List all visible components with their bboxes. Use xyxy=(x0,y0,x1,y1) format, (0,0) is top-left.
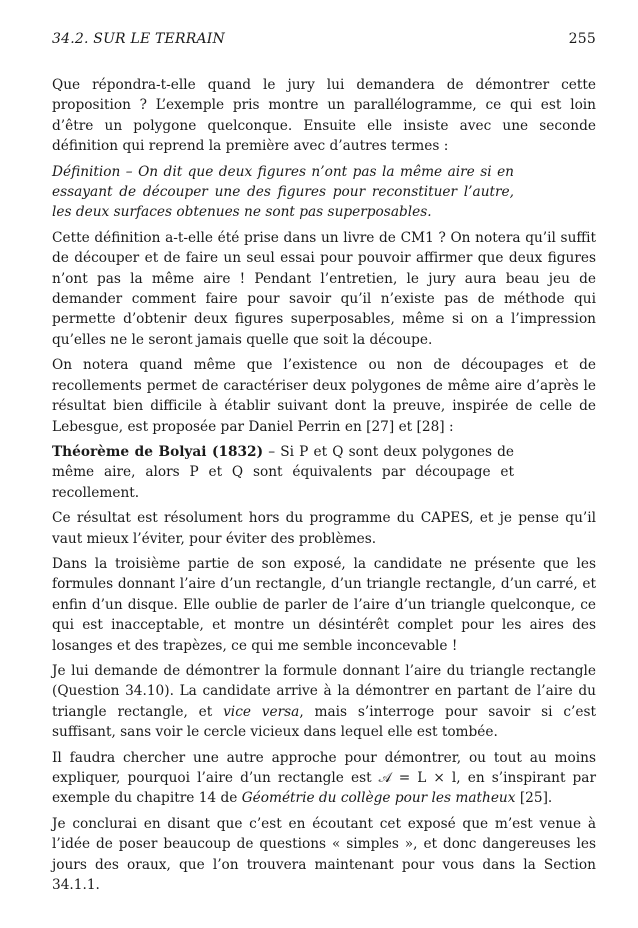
paragraph-5: Dans la troisième partie de son exposé, la candidate ne présente que les formules donnant l’aire d’un rectangle, d’un triangle rectangle, d’un carré, et enfin d’un disque. Elle oublie de parler de l’aire d’un triangle quelconque, ce qui est inacceptable, et montre un désintérêt complet pour les aires des losanges et des trapèzes, ce qui me semble inconcevable ! xyxy=(52,555,596,654)
paragraph-6-start: Je lui demande de démontrer la formule donnant l’aire du triangle rectangle (Question 34.10). La candidate arrive à la démontrer en partant de l’aire du triangle rectangle, et xyxy=(52,662,596,720)
paragraph-3: On notera quand même que l’existence ou non de découpages et de recollements permet de caractériser deux polygones de même aire d’après le résultat bien difficile à établir suivant dont la preuve, inspirée de celle de Lebesgue, est proposée par Daniel Perrin en [27] et [28] : xyxy=(52,357,596,435)
definition-block: Définition – On dit que deux figures n’ont pas la même aire si en essayant de découper une des figures pour reconstituer l’autre, les deux surfaces obtenues ne sont pas superposables. xyxy=(52,163,514,221)
paragraph-7-end: [25]. xyxy=(515,790,553,807)
paragraph-6-italic: vice versa xyxy=(223,703,300,720)
running-header xyxy=(52,31,596,47)
paragraph-2: Cette définition a-t-elle été prise dans un livre de CM1 ? On notera qu’il suffit de découper et de faire un seul essai pour pouvoir affirmer que deux figures n’ont pas la même aire ! Pendant l’entretien, le jury aura beau jeu de demander comment faire pour savoir qu’il n’existe pas de méthode qui permette d’obtenir deux figures superposables, même si on a l’impression qu’elles ne le seront jamais quelle que soit la découpe. xyxy=(52,229,596,348)
paragraph-6-end: , mais s’interroge pour savoir si c’est suffisant, sans voir le cercle vicieux dans lequel elle est tombée. xyxy=(52,703,596,741)
paragraph-1: Que répondra-t-elle quand le jury lui demandera de démontrer cette proposition ? L’exemple pris montre un parallélogramme, ce qui est loin d’être un polygone quelconque. Ensuite elle insiste avec une seconde définition qui reprend la première avec d’autres termes : xyxy=(52,77,596,155)
body-text xyxy=(52,75,596,900)
paragraph-8: Je conclurai en disant que c’est en écoutant cet exposé que m’est venue à l’idée de poser beaucoup de questions « simples », et donc dangereuses les jours des oraux, que l’on trouvera maintenant pour vous dans la Section 34.1.1. xyxy=(52,815,596,894)
theorem-text: – Si P et Q sont deux polygones de même aire, alors P et Q sont équivalents par découpage et recollement. xyxy=(52,443,514,501)
paragraph-6 xyxy=(52,661,596,743)
theorem-block xyxy=(52,442,514,503)
theorem-title: Théorème de Bolyai (1832) xyxy=(52,443,264,460)
book-title: Géométrie du collège pour les matheux xyxy=(241,790,516,807)
paragraph-7 xyxy=(52,748,596,809)
page-number: 255 xyxy=(568,31,596,47)
paragraph-7-start: Il faudra chercher une autre approche pour démontrer, ou tout au moins expliquer, pourquoi l’aire d’un rectangle est 𝒜 = L × l, en s’inspirant par exemple du chapitre 14 de xyxy=(52,749,596,807)
paragraph-4: Ce résultat est résolument hors du programme du CAPES, et je pense qu’il vaut mieux l’éviter, pour éviter des problèmes. xyxy=(52,510,596,547)
section-title: 34.2. SUR LE TERRAIN xyxy=(52,31,225,47)
